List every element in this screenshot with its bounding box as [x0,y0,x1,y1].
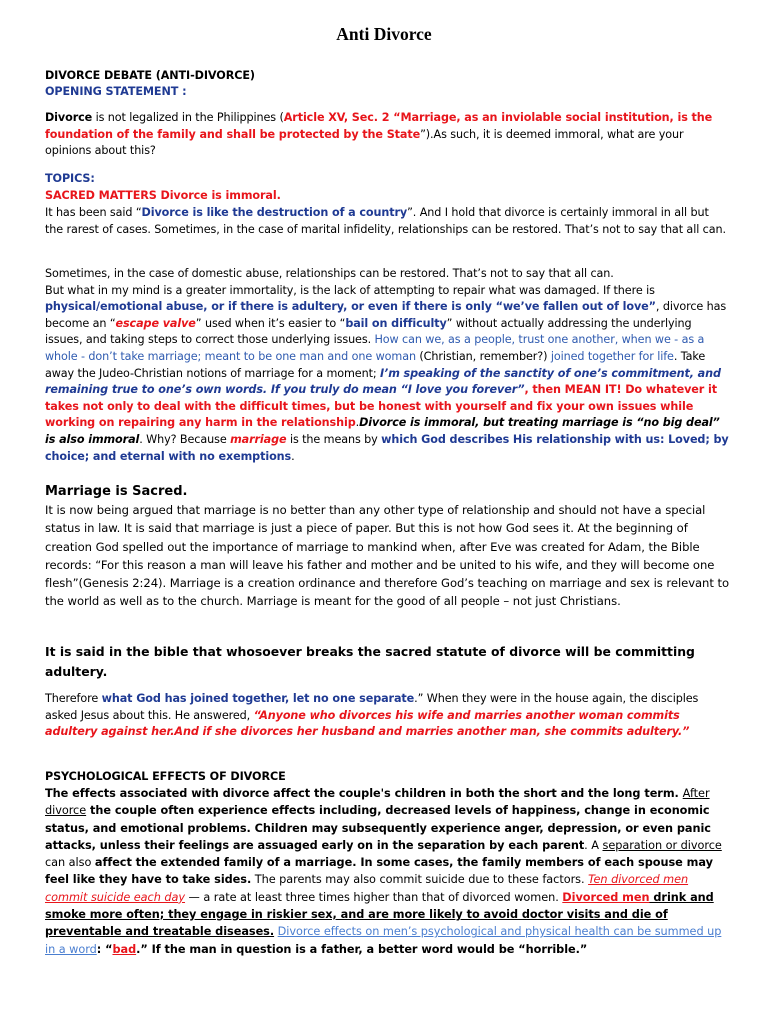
opening-statement-label: OPENING STATEMENT : [45,85,187,98]
marriage-sacred-heading: Marriage is Sacred. [45,484,188,499]
text-run: But what in my mind is a greater immortality, is the lack of attempting to repair what was damaged. If there is [45,283,655,297]
text-run: Therefore [45,692,102,705]
text-run: is the means by [286,432,382,446]
text-run: The parents may also commit suicide due to these factors. [251,873,589,887]
text-run: .” When they were in the house again, the disciples asked Jesus about this. He answered, [45,692,699,722]
text-run: ” without actually addressing the underlying issues, and taking steps to correct those underlying issues. [45,316,692,347]
text-run: separation or divorce [602,838,722,852]
text-run: is not legalized in the Philippines ( [92,111,284,124]
text-run: Article XV, Sec. 2 “Marriage, as an inviolable social institution, is the foundation of the family and shall be protected by the State [45,111,713,141]
text-run: joined together for life [550,349,674,363]
text-run: The effects associated with divorce affect the couple's children in both the short and the long term. [45,787,683,800]
text-run: marriage [230,432,287,446]
text-run: I’m speaking of the sanctity of one’s commitment, and remaining true to one’s own words. If you truly do mean “I love you forever” [45,366,721,397]
text-run: — a rate at least three times higher than that of divorced women. [185,890,563,904]
text-run: Divorced men [562,890,650,904]
text-run: . A [584,838,603,852]
opening-statement [45,110,730,160]
text-run: . Take away the Judeo-Christian notions of marriage for a moment; [45,349,706,380]
text-run: ” used when it’s easier to “ [195,316,346,330]
text-run: Divorce [45,111,93,124]
text-run: . Why? Because [139,432,231,446]
document-title: Anti Divorce [336,24,432,44]
bible-heading: It is said in the bible that whosoever breaks the sacred statute of divorce will be committing adultery. [45,644,695,679]
text-run: Ten divorced men commit suicide each day [45,873,689,904]
paragraph-marriage: It is now being argued that marriage is no better than any other type of relationship and should not have a special status in law. It is said that marriage is just a piece of paper. But this is not how God sees it. At the beginning of creation God spelled out the importance of marriage to mankind when, after Eve was created for Adam, the Bible records: “For this reason a man will leave his father and mother and be united to his wife, and they will become one flesh”(Genesis 2:24). Marriage is a creation ordinance and therefore God’s teaching on marriage and sex is relevant to the world as well as to the church. Marriage is meant for the good of all people – not just Christians. [45,503,730,609]
paragraph-destruction [45,205,730,238]
text-run: ”. And I hold that divorce is certainly immoral in all but the rarest of cases. Sometimes, in the case of marital infidelity, relationships can be restored. That’s not to say that all can. [45,206,726,236]
text-run: How can we, as a people, trust one another, when we - as a whole - don’t take marriage; meant to be one man and one woman [45,333,705,363]
text-run: . [291,449,295,463]
text-run: bail on difficulty [345,316,447,330]
text-run: ”).As such, it is deemed immoral, what are your opinions about this? [45,127,684,158]
sacred-matters-heading: SACRED MATTERS Divorce is immoral. [45,189,281,202]
paragraph-separate [45,691,730,741]
text-run: , then MEAN IT! Do whatever it takes not only to deal with the difficult times, but be honest with yourself and fix your own issues while working on repairing any harm in the relationship [45,383,717,430]
psychological-effects-heading: PSYCHOLOGICAL EFFECTS OF DIVORCE [45,770,286,783]
debate-heading: DIVORCE DEBATE (ANTI-DIVORCE) [45,69,255,82]
text-run: escape valve [115,316,196,330]
text-run: “Anyone who divorces his wife and marries another woman commits adultery against her.And if she divorces her husband and marries another man, she commits adultery.” [45,708,690,739]
text-run: Divorce effects on men’s psychological and physical health can be summed up in a word [45,925,722,956]
text-run: Sometimes, in the case of domestic abuse, relationships can be restored. That’s not to say that all can. [45,267,614,280]
text-run: (Christian, remember?) [415,349,551,363]
text-run: Divorce is like the destruction of a country [141,206,408,219]
text-run: drink and smoke more often; they engage in riskier sex, and are more likely to avoid doctor visits and die of preventable and treatable diseases. [45,890,714,939]
text-run: what God has joined together, let no one separate [101,692,415,705]
text-run: bad [112,942,137,956]
paragraph-repair [45,266,730,465]
text-run: which God describes His relationship with us: Loved; by choice; and eternal with no exemptions [45,432,729,463]
topics-label: TOPICS: [45,172,95,185]
text-run: It has been said “ [45,206,142,219]
text-run: the couple often experience effects including, decreased levels of happiness, change in economic status, and emotional problems. Children may subsequently experience anger, depression, or even panic attacks, unless their feelings are assuaged early on in the separation by each parent [45,804,711,852]
text-run: affect the extended family of a marriage. In some cases, the family members of each spouse may feel like they have to take sides. [45,856,713,887]
text-run: Divorce is immoral, but treating marriage is “no big deal” is also immoral [45,416,720,446]
text-run: .” If the man in question is a father, a better word would be “horrible.” [136,942,588,956]
text-run: After divorce [45,787,710,818]
text-run: : “ [96,942,113,956]
text-run: can also [45,856,95,870]
text-run: , divorce has become an “ [45,300,727,330]
paragraph-effects [45,785,730,958]
text-run: . [355,416,360,430]
text-run: physical/emotional abuse, or if there is adultery, or even if there is only “we’ve fallen out of love” [45,300,656,314]
